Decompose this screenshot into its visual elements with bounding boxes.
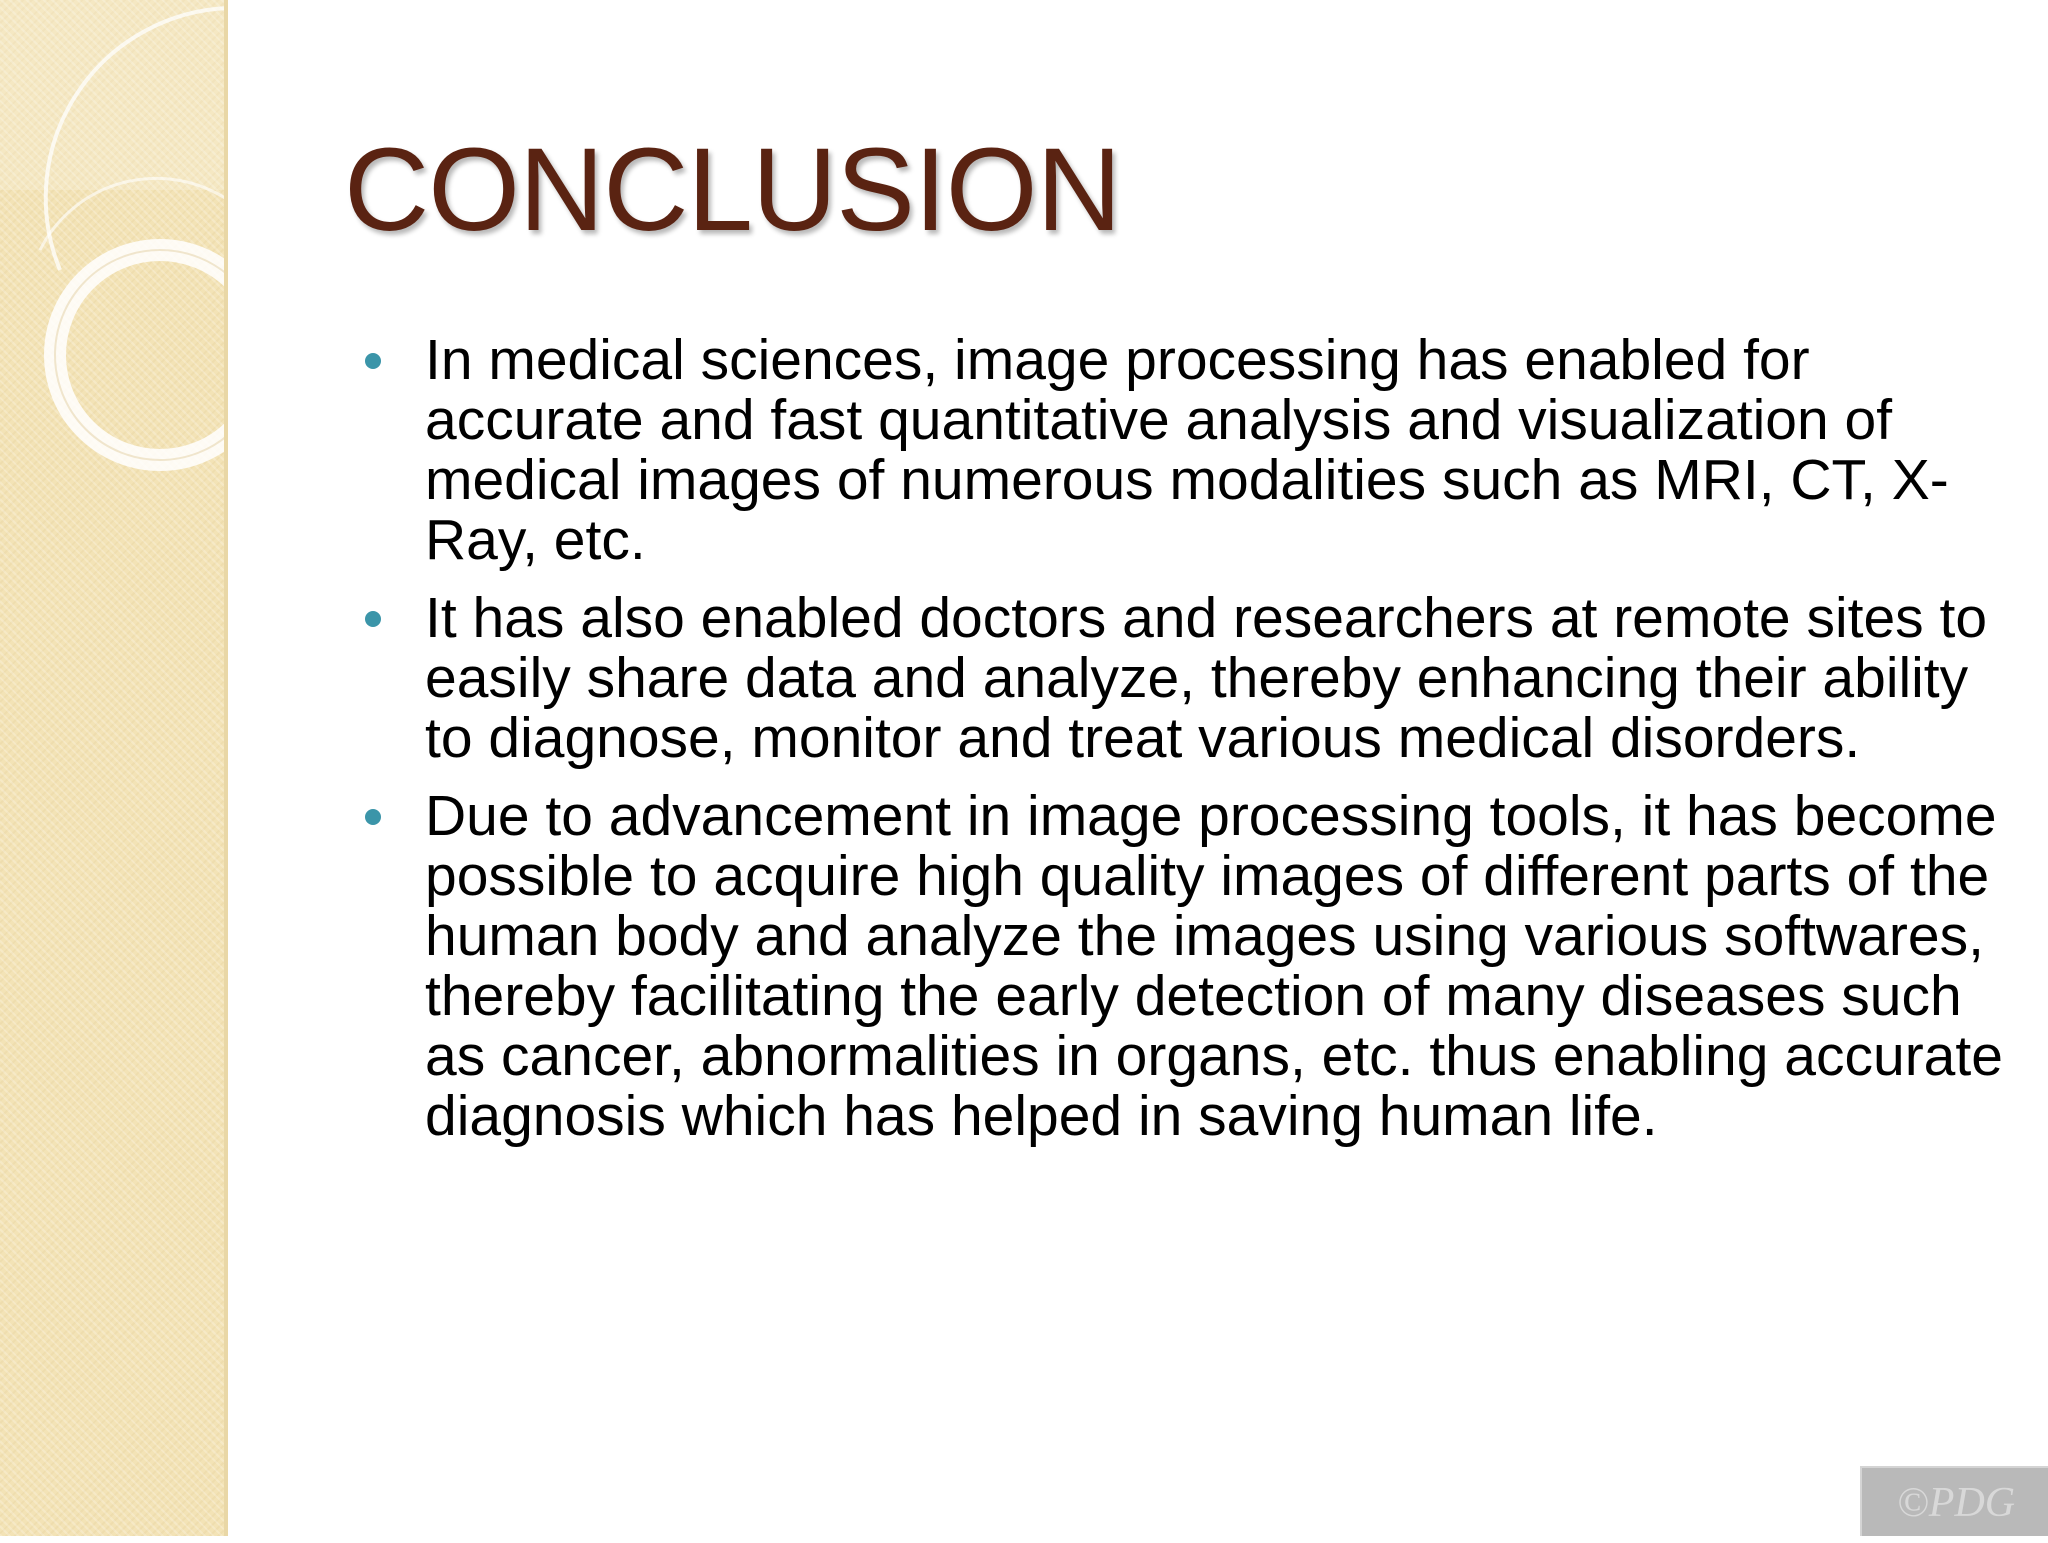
decorative-side-band	[0, 0, 228, 1536]
circle-bullet-icon	[365, 809, 381, 825]
bullet-item	[365, 786, 2005, 1146]
bullet-text: In medical sciences, image processing has enabled for accurate and fast quantitative analysis and visualization of medical images of numerous modalities such as MRI, CT, X-Ray, etc.	[425, 328, 1949, 572]
ring-decoration-icon	[0, 0, 228, 520]
bullet-item	[365, 588, 2005, 768]
watermark-badge	[1860, 1466, 2048, 1536]
watermark-text: ©PDG	[1896, 1480, 2016, 1526]
bullet-list	[365, 330, 2005, 1164]
watermark-logo	[1862, 1468, 2048, 1538]
slide-title: CONCLUSION	[344, 124, 1121, 256]
side-band-edge	[224, 0, 228, 1536]
circle-bullet-icon	[365, 611, 381, 627]
bullet-text: Due to advancement in image processing tools, it has become possible to acquire high quality images of different parts of the human body and analyze the images using various softwares, thereby facilitating the early detection of many diseases such as cancer, abnormalities in organs, etc. thus enabling accurate diagnosis which has helped in saving human life.	[425, 784, 2003, 1148]
circle-bullet-icon	[365, 353, 381, 369]
bullet-text: It has also enabled doctors and researchers at remote sites to easily share data and analyze, thereby enhancing their ability to diagnose, monitor and treat various medical disorders.	[425, 586, 1988, 770]
bullet-item	[365, 330, 2005, 570]
